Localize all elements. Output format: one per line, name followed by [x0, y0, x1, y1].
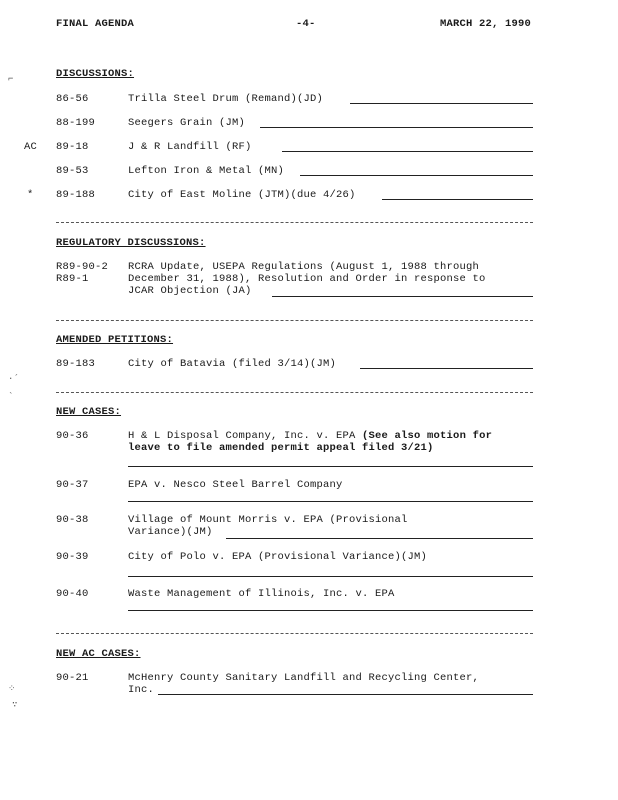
- case-number: 89-53: [56, 165, 89, 177]
- new-ac-title: NEW AC CASES:: [56, 648, 141, 660]
- case-note: (See also motion for: [355, 430, 493, 442]
- regulatory-line-1: RCRA Update, USEPA Regulations (August 1, 1988 through: [128, 261, 480, 273]
- case-number: 90-39: [56, 551, 89, 563]
- blank-line: [158, 694, 533, 695]
- case-title-text: H & L Disposal Company, Inc. v. EPA: [128, 430, 356, 442]
- case-title: EPA v. Nesco Steel Barrel Company: [128, 479, 343, 491]
- blank-line: [282, 151, 533, 152]
- case-number: 89-188: [56, 189, 96, 201]
- case-title: City of Polo v. EPA (Provisional Variance)(JM): [128, 551, 428, 563]
- case-title-line-2: Variance)(JM): [128, 526, 213, 538]
- case-number: 90-36: [56, 430, 89, 442]
- case-number: 90-21: [56, 672, 89, 684]
- regulatory-line-3: JCAR Objection (JA): [128, 285, 252, 297]
- ac-mark: AC: [24, 141, 38, 153]
- section-divider: [56, 633, 533, 634]
- blank-line: [300, 175, 533, 176]
- regulatory-line-2: December 31, 1988), Resolution and Order in response to: [128, 273, 486, 285]
- star-mark: *: [27, 189, 34, 201]
- blank-line: [226, 538, 533, 539]
- case-title: City of East Moline (JTM)(due 4/26): [128, 189, 356, 201]
- scan-mark: `: [8, 392, 14, 402]
- header-left: FINAL AGENDA: [56, 18, 135, 30]
- new-cases-title: NEW CASES:: [56, 406, 122, 418]
- scan-mark: ∵: [12, 700, 18, 710]
- case-number: 89-18: [56, 141, 89, 153]
- blank-line: [260, 127, 533, 128]
- page-number: -4-: [296, 18, 316, 30]
- blank-line: [128, 610, 533, 611]
- case-title: City of Batavia (filed 3/14)(JM): [128, 358, 337, 370]
- discussions-title: DISCUSSIONS:: [56, 68, 135, 80]
- case-number: 86-56: [56, 93, 89, 105]
- case-title: [128, 430, 492, 442]
- header-date: MARCH 22, 1990: [440, 18, 532, 30]
- scan-mark: ⌐: [8, 74, 14, 84]
- section-divider: [56, 222, 533, 223]
- case-title: J & R Landfill (RF): [128, 141, 252, 153]
- case-title: Village of Mount Morris v. EPA (Provisional: [128, 514, 408, 526]
- section-divider: [56, 320, 533, 321]
- amended-title: AMENDED PETITIONS:: [56, 334, 174, 346]
- regulatory-title: REGULATORY DISCUSSIONS:: [56, 237, 206, 249]
- scan-mark: ⁘: [8, 684, 16, 694]
- blank-line: [382, 199, 533, 200]
- case-title: Seegers Grain (JM): [128, 117, 246, 129]
- case-title: Waste Management of Illinois, Inc. v. EPA: [128, 588, 395, 600]
- case-number: 90-38: [56, 514, 89, 526]
- case-number: 89-183: [56, 358, 96, 370]
- case-number: 90-40: [56, 588, 89, 600]
- case-title-line-2: Inc.: [128, 684, 155, 696]
- case-title: McHenry County Sanitary Landfill and Recycling Center,: [128, 672, 480, 684]
- case-number: R89-1: [56, 273, 89, 285]
- blank-line: [272, 296, 533, 297]
- blank-line: [128, 576, 533, 577]
- blank-line: [128, 466, 533, 467]
- case-number: 90-37: [56, 479, 89, 491]
- case-number: 88-199: [56, 117, 96, 129]
- case-note-line-2: leave to file amended permit appeal filed 3/21): [128, 442, 434, 454]
- case-title: Trilla Steel Drum (Remand)(JD): [128, 93, 324, 105]
- blank-line: [128, 501, 533, 502]
- case-title: Lefton Iron & Metal (MN): [128, 165, 285, 177]
- blank-line: [350, 103, 533, 104]
- section-divider: [56, 392, 533, 393]
- blank-line: [360, 368, 533, 369]
- scan-mark: ·´: [8, 374, 20, 384]
- case-number: R89-90-2: [56, 261, 109, 273]
